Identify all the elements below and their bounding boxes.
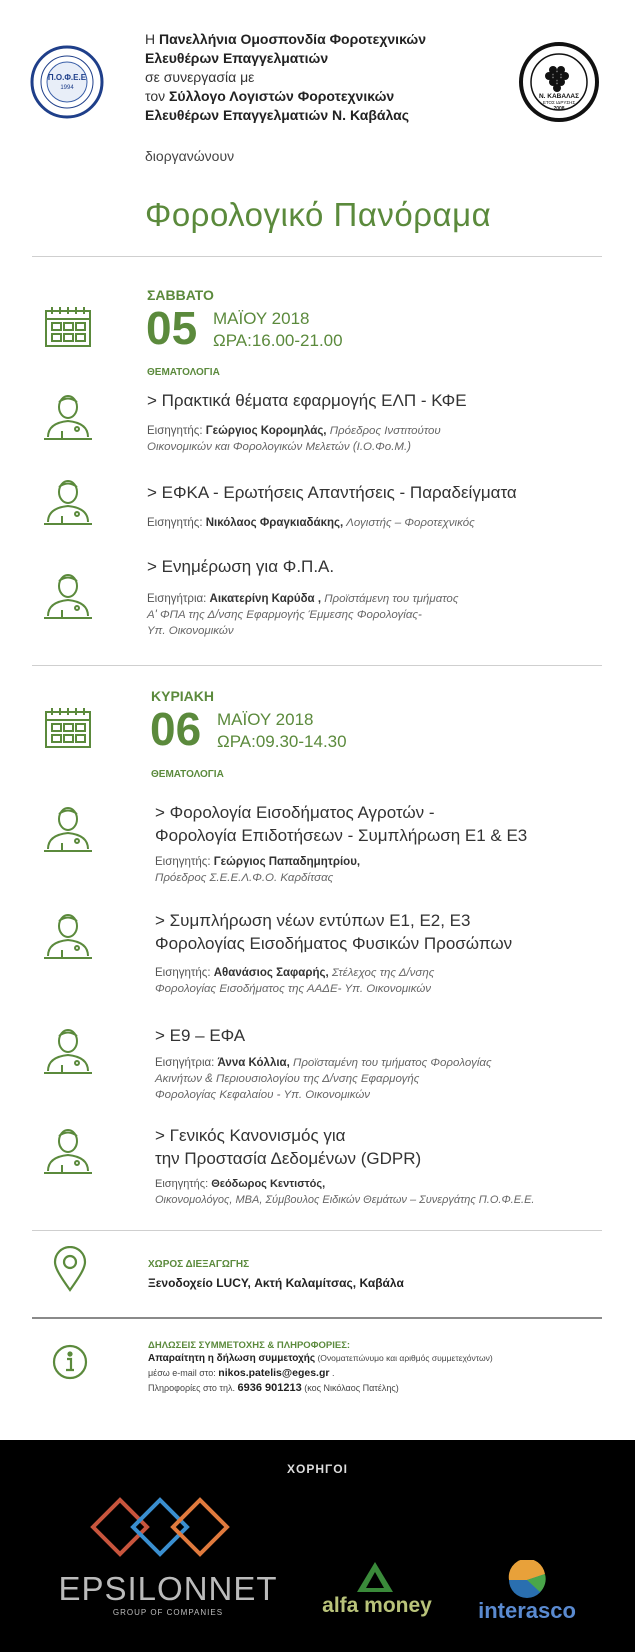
info-email-suffix: .: [329, 1368, 335, 1378]
day2-month: ΜΑΪΟΥ 2018: [217, 710, 314, 729]
speaker-role-cont: Φορολογίας Εισοδήματος της ΑΑΔΕ- Υπ. Οικονομικών: [155, 983, 432, 995]
day1-talk2-speaker: [147, 515, 475, 531]
speaker-role: Πρόεδρος Σ.Ε.Ε.Λ.Φ.Ο. Καρδίτσας: [155, 872, 334, 884]
pofee-logo: [30, 45, 104, 119]
speaker-icon: [42, 478, 94, 535]
epsilonnet-sub: GROUP OF COMPANIES: [112, 1608, 224, 1617]
topic-line: Φορολογία Επιδοτήσεων - Συμπλήρωση Ε1 & Ε3: [155, 826, 528, 845]
day2-talk1-speaker: [155, 854, 360, 886]
interasco-logo: [462, 1560, 592, 1623]
day2-time: ΩΡΑ:09.30-14.30: [217, 732, 347, 751]
speaker-name: Θεόδωρος Κεντιστός,: [211, 1178, 326, 1190]
speaker-role-cont: Υπ. Οικονομικών: [147, 625, 234, 637]
day1-talk3-topic: > Ενημέρωση για Φ.Π.Α.: [147, 557, 335, 576]
speaker-icon: [42, 1127, 94, 1184]
info-phone: 6936 901213: [237, 1382, 302, 1394]
day1-talk3-speaker: [147, 591, 458, 639]
divider: [32, 665, 602, 666]
venue-value: Ξενοδοχείο LUCY, Ακτή Καλαμίτσας, Καβάλα: [148, 1276, 404, 1290]
epsilonnet-name: EPSILONNET: [58, 1570, 278, 1607]
speaker-role: Λογιστής – Φοροτεχνικός: [343, 517, 475, 529]
speaker-name: Αθανάσιος Σαφαρής,: [213, 967, 329, 979]
pofee-logo-text: Π.Ο.Φ.Ε.Ε: [47, 73, 87, 82]
line4-prefix: τον: [145, 88, 170, 104]
speaker-label: Εισηγητής:: [147, 517, 206, 529]
topic-line: την Προστασία Δεδομένων (GDPR): [155, 1149, 422, 1168]
speaker-name: Γεώργιος Κορομηλάς,: [205, 425, 327, 437]
pofee-name-cont: Ελευθέρων Επαγγελματιών: [145, 50, 329, 66]
speaker-role-cont: Οικονομικών και Φορολογικών Μελετών (Ι.Ο.Φο.Μ.): [147, 441, 412, 453]
kavala-association-logo: [519, 42, 599, 122]
day2-talk2-speaker: [155, 965, 434, 997]
topic-line: Φορολογίας Εισοδήματος Φυσικών Προσώπων: [155, 934, 513, 953]
speaker-name: Αικατερίνη Καρύδα ,: [209, 593, 322, 605]
info-required: Απαραίτητη η δήλωση συμμετοχής: [148, 1353, 316, 1364]
speaker-role: Πρόεδρος Ινστιτούτου: [326, 425, 441, 437]
speaker-role: Στέλεχος της Δ/νσης: [328, 967, 435, 979]
day2-talk4-speaker: [155, 1176, 535, 1208]
speaker-role: Οικονομολόγος, ΜΒΑ, Σύμβουλος Ειδικών Θεμάτων – Συνεργάτης Π.Ο.Φ.Ε.Ε.: [155, 1194, 535, 1206]
info-block: [148, 1340, 493, 1394]
speaker-label: Εισηγητής:: [155, 1178, 212, 1190]
speaker-icon: [42, 393, 94, 450]
association-name-cont: Ελευθέρων Επαγγελματιών Ν. Καβάλας: [145, 107, 409, 123]
day2-talk1-topic: [155, 801, 527, 847]
calendar-icon: [44, 707, 92, 754]
speaker-label: Εισηγήτρια:: [155, 1057, 218, 1069]
epsilonnet-logo: [48, 1482, 288, 1622]
day1-theme: ΘΕΜΑΤΟΛΟΓΙΑ: [147, 367, 220, 378]
speaker-label: Εισηγητής:: [155, 967, 214, 979]
speaker-role: Προϊσταμένη του τμήματος Φορολογίας: [289, 1057, 492, 1069]
speaker-role: Προϊστάμενη του τμήματος: [321, 593, 459, 605]
speaker-icon: [42, 572, 94, 629]
day1-talk1-topic: > Πρακτικά θέματα εφαρμογής ΕΛΠ - ΚΦΕ: [147, 391, 467, 410]
info-phone-contact: (κος Νικόλαος Πατέλης): [301, 1383, 399, 1393]
sponsors-title: ΧΟΡΗΓΟΙ: [287, 1462, 348, 1476]
association-name: Σύλλογο Λογιστών Φοροτεχνικών: [169, 88, 395, 104]
day1-talk2-topic: > ΕΦΚΑ - Ερωτήσεις Απαντήσεις - Παραδείγματα: [147, 483, 517, 502]
info-email-link[interactable]: nikos.patelis@eges.gr: [218, 1367, 330, 1379]
kavala-logo-text: Ν. ΚΑΒΑΛΑΣ: [538, 93, 579, 100]
speaker-label: Εισηγητής:: [155, 856, 214, 868]
kavala-logo-sub: ΕΤΟΣ ΙΔΡΥΣΗΣ: [542, 100, 576, 105]
speaker-label: Εισηγητής:: [147, 425, 206, 437]
topic-line: > Φορολογία Εισοδήματος Αγροτών -: [155, 803, 435, 822]
day2-talk4-topic: [155, 1124, 421, 1170]
day2-talk3-topic: > Ε9 – ΕΦΑ: [155, 1026, 246, 1045]
calendar-icon: [44, 306, 92, 353]
speaker-role-cont: Α' ΦΠΑ της Δ/νσης Εφαρμογής Έμμεσης Φορολογίας-: [147, 609, 422, 621]
speaker-name: Γεώργιος Παπαδημητρίου,: [213, 856, 361, 868]
day2-talk2-topic: [155, 909, 512, 955]
day1-talk1-speaker: [147, 423, 441, 455]
day1-date: 05: [146, 302, 198, 354]
speaker-icon: [42, 805, 94, 862]
interasco-name: interasco: [478, 1598, 576, 1623]
divider: [32, 1317, 602, 1319]
day1-time: ΩΡΑ:16.00-21.00: [213, 331, 343, 350]
pofee-logo-year: 1994: [60, 85, 74, 91]
day2-name: ΚΥΡΙΑΚΗ: [151, 688, 215, 704]
speaker-role-cont: Φορολογίας Κεφαλαίου - Υπ. Οικονομικών: [155, 1089, 371, 1101]
pofee-name: Πανελλήνια Ομοσπονδία Φοροτεχνικών: [159, 31, 427, 47]
collaboration-text: σε συνεργασία με: [145, 69, 255, 85]
line1-prefix: Η: [145, 31, 159, 47]
alfa-money-name: alfa money: [322, 1594, 432, 1617]
divider: [32, 1230, 602, 1231]
info-icon: [51, 1343, 89, 1386]
info-email-prefix: μέσω e-mail στο:: [148, 1368, 219, 1378]
topic-line: > Γενικός Κανονισμός για: [155, 1126, 346, 1145]
day2-talk3-speaker: [155, 1055, 492, 1103]
topic-line: > Συμπλήρωση νέων εντύπων Ε1, Ε2, Ε3: [155, 911, 471, 930]
speaker-icon: [42, 912, 94, 969]
speaker-icon: [42, 1027, 94, 1084]
info-label: ΔΗΛΩΣΕΙΣ ΣΥΜΜΕΤΟΧΗΣ & ΠΛΗΡΟΦΟΡΙΕΣ:: [148, 1340, 351, 1351]
day2-theme: ΘΕΜΑΤΟΛΟΓΙΑ: [151, 769, 224, 780]
info-phone-prefix: Πληροφορίες στο τηλ.: [148, 1383, 238, 1393]
location-pin-icon: [52, 1246, 88, 1297]
organizers-text: [145, 30, 426, 125]
speaker-name: Νικόλαος Φραγκιαδάκης,: [205, 517, 344, 529]
speaker-role-cont: Ακινήτων & Περιουσιολογίου της Δ/νσης Εφαρμογής: [155, 1073, 420, 1085]
event-title: Φορολογικό Πανόραμα: [145, 196, 492, 233]
day1-name: ΣΑΒΒΑΤΟ: [147, 287, 214, 303]
divider: [32, 256, 602, 257]
kavala-logo-year: 2008: [553, 106, 565, 112]
venue-label: ΧΩΡΟΣ ΔΙΕΞΑΓΩΓΗΣ: [148, 1259, 250, 1270]
info-required-detail: (Ονοματεπώνυμο και αριθμός συμμετεχόντων): [315, 1353, 493, 1363]
day2-date: 06: [150, 703, 202, 755]
day1-month: ΜΑΪΟΥ 2018: [213, 309, 310, 328]
organize-text: διοργανώνουν: [145, 148, 235, 164]
speaker-name: Άννα Κόλλια,: [217, 1057, 290, 1069]
alfa-money-logo: [312, 1560, 442, 1620]
speaker-label: Εισηγήτρια:: [147, 593, 210, 605]
